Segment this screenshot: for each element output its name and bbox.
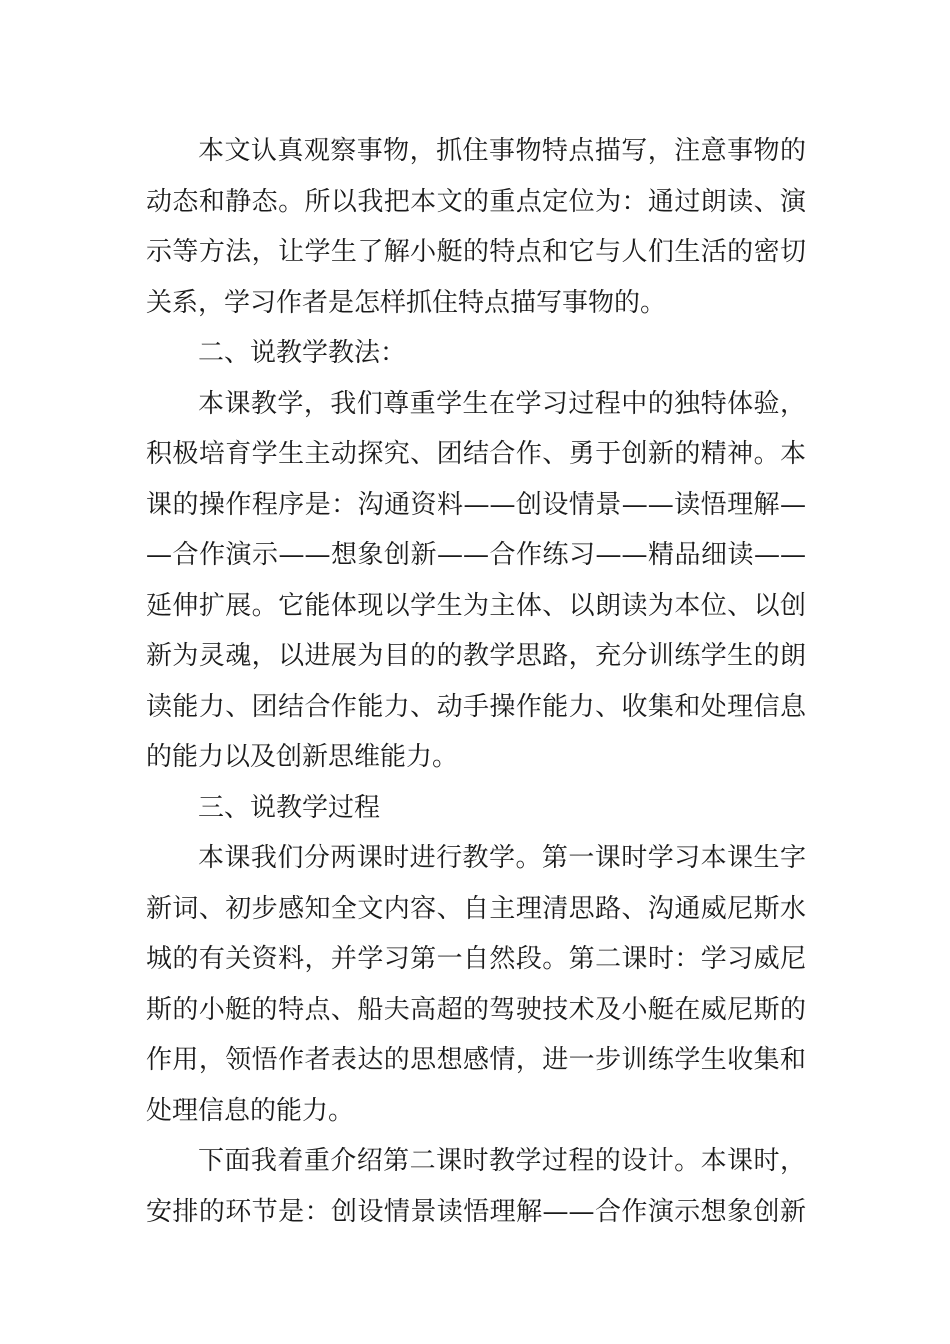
section-heading-teaching-methods bbox=[146, 328, 806, 379]
text-line: 新为灵魂，以进展为目的的教学思路，充分训练学生的朗 bbox=[146, 641, 806, 671]
text-line: 新词、初步感知全文内容、自主理清思路、沟通威尼斯水 bbox=[146, 893, 806, 924]
text-line: 城的有关资料，并学习第一自然段。第二课时：学习威尼 bbox=[146, 944, 806, 974]
text-line: 示等方法，让学生了解小艇的特点和它与人们生活的密切 bbox=[146, 237, 806, 267]
text-line: 本文认真观察事物，抓住事物特点描写，注意事物的 bbox=[198, 136, 806, 166]
paragraph-teaching-methods bbox=[146, 379, 806, 783]
text-line: 延伸扩展。它能体现以学生为主体、以朗读为本位、以创 bbox=[146, 590, 806, 621]
section-heading-teaching-process bbox=[146, 783, 806, 834]
text-line: 关系，学习作者是怎样抓住特点描写事物的。 bbox=[146, 287, 667, 318]
text-line: 本课我们分两课时进行教学。第一课时学习本课生字 bbox=[198, 843, 806, 873]
text-line: 本课教学，我们尊重学生在学习过程中的独特体验， bbox=[198, 388, 806, 419]
paragraph-teaching-process bbox=[146, 833, 806, 1136]
heading-line: 二、说教学教法： bbox=[198, 338, 407, 368]
text-line: 积极培育学生主动探究、团结合作、勇于创新的精神。本 bbox=[146, 439, 806, 469]
text-line: 安排的环节是：创设情景读悟理解——合作演示想象创新 bbox=[146, 1196, 806, 1227]
text-line: 下面我着重介绍第二课时教学过程的设计。本课时， bbox=[198, 1146, 806, 1176]
paragraph-intro bbox=[146, 126, 806, 328]
text-line: 课的操作程序是：沟通资料——创设情景——读悟理解— bbox=[146, 489, 806, 520]
paragraph-second-lesson bbox=[146, 1136, 806, 1237]
text-line: 动态和静态。所以我把本文的重点定位为：通过朗读、演 bbox=[146, 186, 806, 217]
text-line: 处理信息的能力。 bbox=[146, 1095, 355, 1126]
text-line: 斯的小艇的特点、船夫高超的驾驶技术及小艇在威尼斯的 bbox=[146, 994, 806, 1025]
text-line: 作用，领悟作者表达的思想感情，进一步训练学生收集和 bbox=[146, 1045, 806, 1075]
text-line: —合作演示——想象创新——合作练习——精品细读—— bbox=[146, 540, 806, 570]
document-body bbox=[146, 126, 806, 1237]
text-line: 的能力以及创新思维能力。 bbox=[146, 742, 459, 772]
text-line: 读能力、团结合作能力、动手操作能力、收集和处理信息 bbox=[146, 691, 806, 722]
heading-line: 三、说教学过程 bbox=[198, 792, 381, 823]
